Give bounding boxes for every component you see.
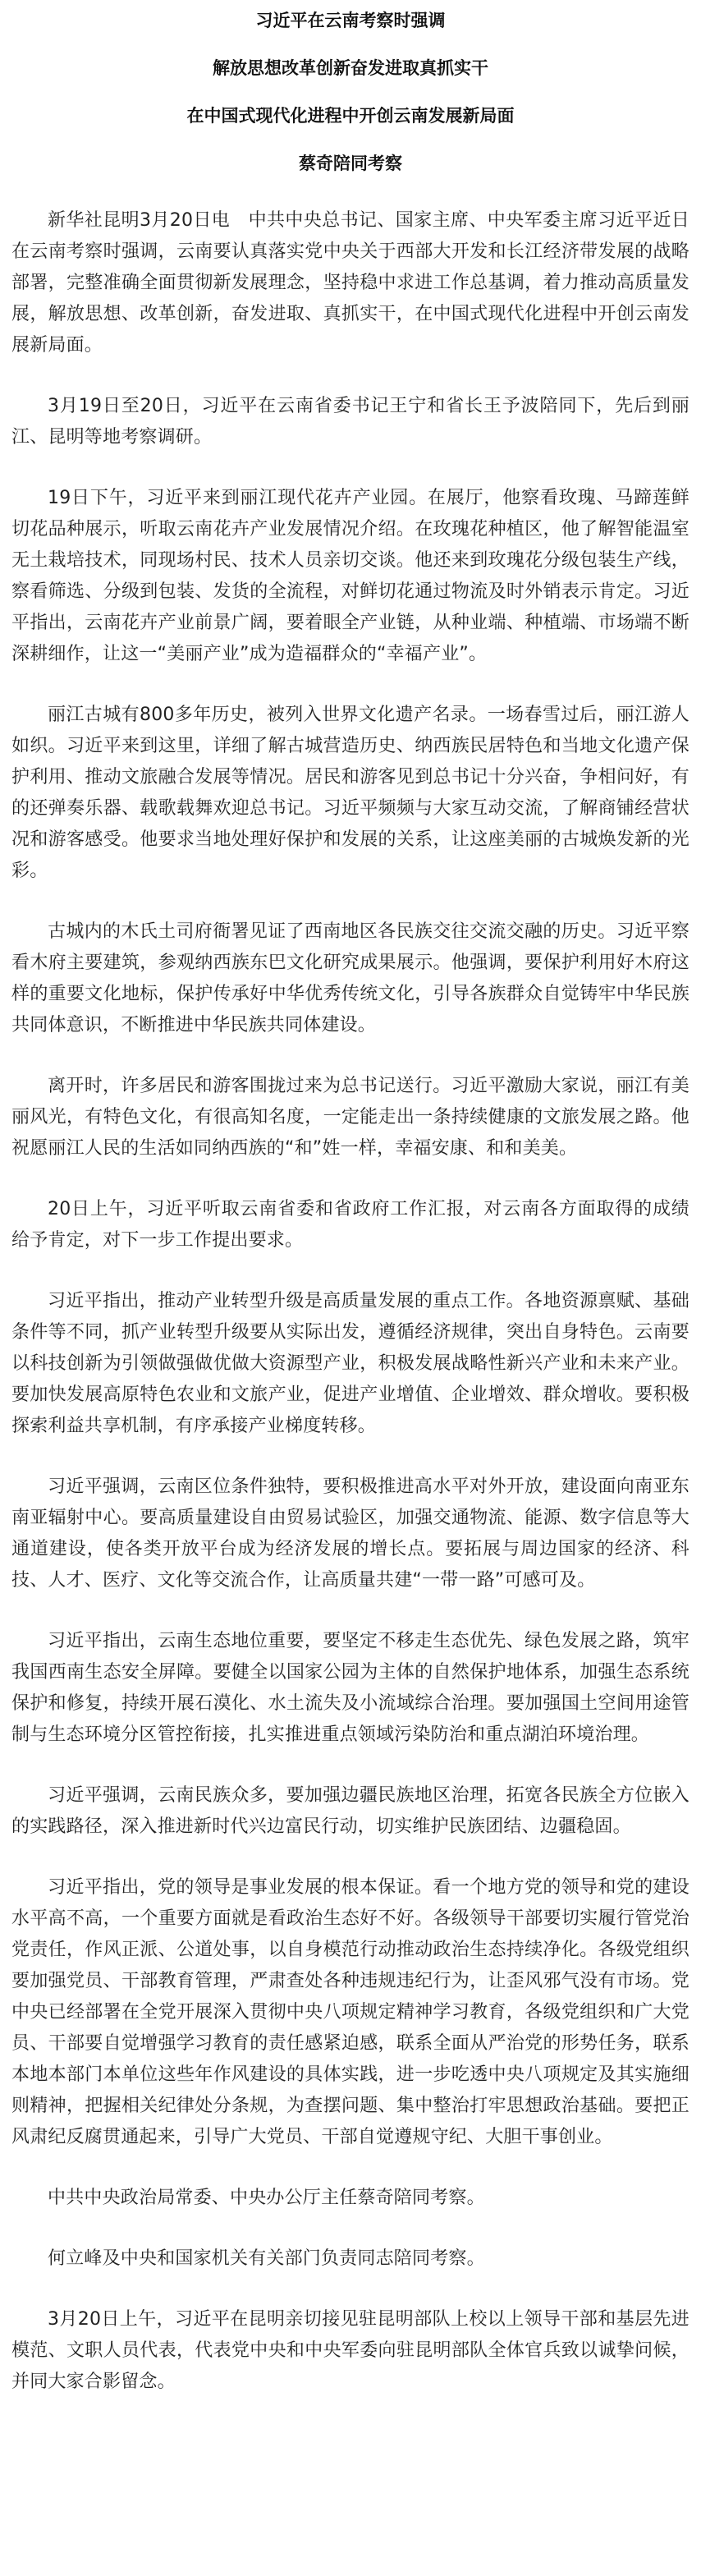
paragraph: 古城内的木氏土司府衙署见证了西南地区各民族交往交流交融的历史。习近平察看木府主要建筑，参观纳西族东巴文化研究成果展示。他强调，要保护利用好木府这样的重要文化地标，保护传承好中华优秀传统文化，引导各族群众自觉铸牢中华民族共同体意识，不断推进中华民族共同体建设。 [11, 921, 690, 1035]
paragraph: 新华社昆明3月20日电 中共中央总书记、国家主席、中央军委主席习近平近日在云南考察时强调，云南要认真落实党中央关于西部大开发和长江经济带发展的战略部署，完整准确全面贯彻新发展理念，坚持稳中求进工作总基调，着力推动高质量发展，解放思想、改革创新，奋发进取、真抓实干，在中国式现代化进程中开创云南发展新局面。 [11, 210, 690, 356]
paragraph: 中共中央政治局常委、中央办公厅主任蔡奇陪同考察。 [48, 2188, 485, 2208]
headline-main: 习近平在云南考察时强调 [255, 11, 446, 30]
paragraph: 3月19日至20日，习近平在云南省委书记王宁和省长王予波陪同下，先后到丽江、昆明等地考察调研。 [11, 396, 690, 448]
headline-subtitle-1: 解放思想改革创新奋发进取真抓实干 [213, 58, 488, 78]
paragraph: 习近平指出，推动产业转型升级是高质量发展的重点工作。各地资源禀赋、基础条件等不同，抓产业转型升级要从实际出发，遵循经济规律，突出自身特色。云南要以科技创新为引领做强做优做大资源型产业，积极发展战略性新兴产业和未来产业。要加快发展高原特色农业和文旅产业，促进产业增值、企业增效、群众增收。要积极探索利益共享机制，有序承接产业梯度转移。 [11, 1291, 690, 1436]
paragraph: 丽江古城有800多年历史，被列入世界文化遗产名录。一场春雪过后，丽江游人如织。习近平来到这里，详细了解古城营造历史、纳西族民居特色和当地文化遗产保护利用、推动文旅融合发展等情况。居民和游客见到总书记十分兴奋，争相问好，有的还弹奏乐器、载歌载舞欢迎总书记。习近平频频与大家互动交流，了解商铺经营状况和游客感受。他要求当地处理好保护和发展的关系，让这座美丽的古城焕发新的光彩。 [11, 705, 690, 881]
paragraph: 20日上午，习近平听取云南省委和省政府工作汇报，对云南各方面取得的成绩给予肯定，对下一步工作提出要求。 [11, 1199, 690, 1251]
paragraph: 离开时，许多居民和游客围拢过来为总书记送行。习近平激励大家说，丽江有美丽风光，有特色文化，有很高知名度，一定能走出一条持续健康的文旅发展之路。他祝愿丽江人民的生活如同纳西族的“和”姓一样，幸福安康、和和美美。 [11, 1076, 690, 1159]
paragraph: 3月20日上午，习近平在昆明亲切接见驻昆明部队上校以上领导干部和基层先进模范、文职人员代表，代表党中央和中央军委向驻昆明部队全体官兵致以诚挚问候，并同大家合影留念。 [11, 2309, 690, 2392]
paragraph: 19日下午，习近平来到丽江现代花卉产业园。在展厅，他察看玫瑰、马蹄莲鲜切花品种展示，听取云南花卉产业发展情况介绍。在玫瑰花种植区，他了解智能温室无土栽培技术，同现场村民、技术人员亲切交谈。他还来到玫瑰花分级包装生产线，察看筛选、分级到包装、发货的全流程，对鲜切花通过物流及时外销表示肯定。习近平指出，云南花卉产业前景广阔，要着眼全产业链，从种业端、种植端、市场端不断深耕细作，让这一“美丽产业”成为造福群众的“幸福产业”。 [11, 488, 690, 664]
paragraph: 习近平指出，云南生态地位重要，要坚定不移走生态优先、绿色发展之路，筑牢我国西南生态安全屏障。要健全以国家公园为主体的自然保护地体系，加强生态系统保护和修复，持续开展石漠化、水土流失及小流域综合治理。要加强国土空间用途管制与生态环境分区管控衔接，扎实推进重点领域污染防治和重点湖泊环境治理。 [11, 1631, 690, 1745]
headline-accompany: 蔡奇陪同考察 [299, 154, 402, 173]
headline-subtitle-2: 在中国式现代化进程中开创云南发展新局面 [186, 106, 515, 126]
paragraph: 习近平强调，云南民族众多，要加强边疆民族地区治理，拓宽各民族全方位嵌入的实践路径，深入推进新时代兴边富民行动，切实维护民族团结、边疆稳固。 [11, 1785, 690, 1837]
paragraph: 何立峰及中央和国家机关有关部门负责同志陪同考察。 [48, 2248, 485, 2269]
paragraph: 习近平指出，党的领导是事业发展的根本保证。看一个地方党的领导和党的建设水平高不高，一个重要方面就是看政治生态好不好。各级领导干部要切实履行管党治党责任，作风正派、公道处事，以自身模范行动推动政治生态持续净化。各级党组织要加强党员、干部教育管理，严肃查处各种违规违纪行为，让歪风邪气没有市场。党中央已经部署在全党开展深入贯彻中央八项规定精神学习教育，各级党组织和广大党员、干部要自觉增强学习教育的责任感紧迫感，联系全面从严治党的形势任务，联系本地本部门本单位这些年作风建设的具体实践，进一步吃透中央八项规定及其实施细则精神，把握相关纪律处分条规，为查摆问题、集中整治打牢思想政治基础。要把正风肃纪反腐贯通起来，引导广大党员、干部自觉遵规守纪、大胆干事创业。 [11, 1877, 690, 2147]
paragraph: 习近平强调，云南区位条件独特，要积极推进高水平对外开放，建设面向南亚东南亚辐射中心。要高质量建设自由贸易试验区，加强交通物流、能源、数字信息等大通道建设，使各类开放平台成为经济发展的增长点。要拓展与周边国家的经济、科技、人才、医疗、文化等交流合作，让高质量共建“一带一路”可感可及。 [11, 1476, 690, 1591]
